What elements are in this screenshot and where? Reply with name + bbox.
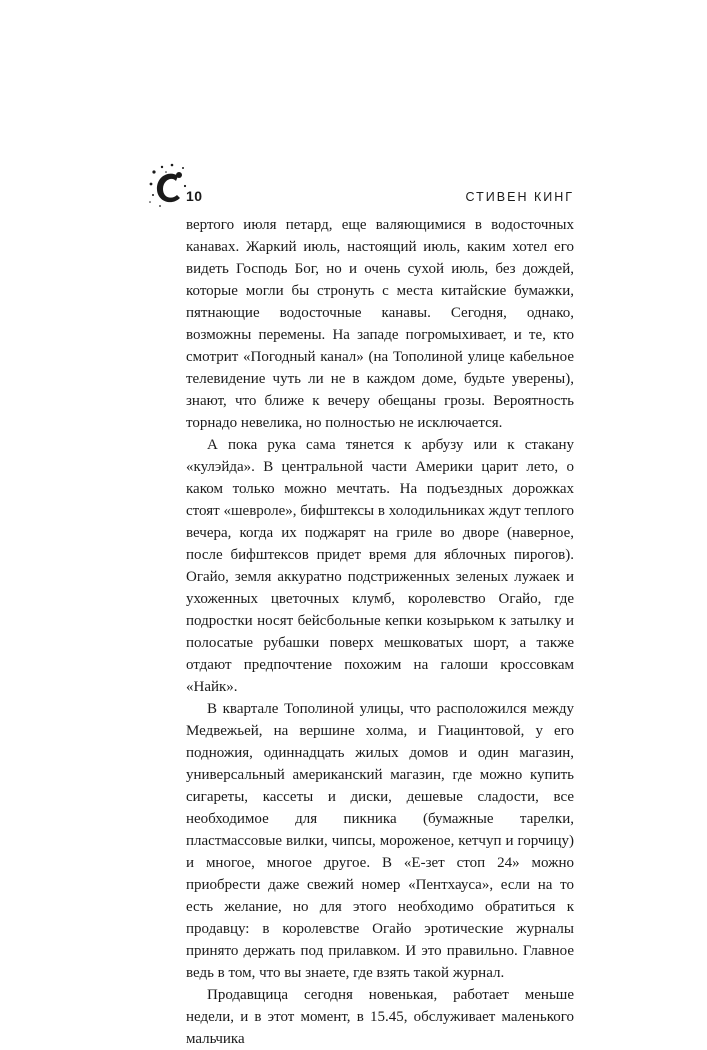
- paragraph: вертого июля петард, еще валяющимися в водосточных канавах. Жаркий июль, настоящий июль, каким хотел его видеть Господь Бог, но и очень сухой июль, без дождей, которые могли бы стронуть с места китайские бумажки, пятнающие водосточные канавы. Сегодня, однако, возможны перемены. На западе погромыхивает, и те, кто смотрит «Погодный канал» (на Тополиной улице кабельное телевидение чуть ли не в каждом доме, будьте уверены), знают, что ближе к вечеру обещаны грозы. Вероятность торнадо невелика, но полностью не исключается.: [186, 217, 574, 431]
- ink-splatter-logo-icon: [148, 162, 188, 208]
- paragraph: Продавщица сегодня новенькая, работает меньше недели, и в этот момент, в 15.45, обслуживает маленького мальчика: [186, 987, 574, 1047]
- running-title: СТИВЕН КИНГ: [465, 190, 574, 204]
- paragraph: В квартале Тополиной улицы, что расположился между Медвежьей, на вершине холма, и Гиацинтовой, у его подножия, одиннадцать жилых домов и один магазин, универсальный американский магазин, где можно купить сигареты, кассеты и диски, дешевые сладости, все необходимое для пикника (бумажные тарелки, пластмассовые вилки, чипсы, мороженое, кетчуп и горчицу) и многое, многое другое. В «Е-зет стоп 24» можно приобрести даже свежий номер «Пентхауса», если на то есть желание, но для этого необходимо обратиться к продавцу: в королевстве Огайо эротические журналы принято держать под прилавком. И это правильно. Главное ведь в том, что вы знаете, где взять такой журнал.: [186, 701, 574, 981]
- body-text: [186, 214, 574, 1050]
- paragraph: А пока рука сама тянется к арбузу или к стакану «кулэйда». В центральной части Америки царит лето, о каком только можно мечтать. На подъездных дорожках стоят «шевроле», бифштексы в холодильниках ждут теплого вечера, когда их поджарят на гриле во дворе (наверное, после бифштексов придет время для яблочных пирогов). Огайо, земля аккуратно подстриженных зеленых лужаек и ухоженных цветочных клумб, королевство Огайо, где подростки носят бейсбольные кепки козырьком к затылку и полосатые рубашки поверх мешковатых шорт, а также отдают предпочтение похожим на галоши кроссовкам «Найк».: [186, 437, 574, 695]
- page-number: 10: [186, 188, 203, 204]
